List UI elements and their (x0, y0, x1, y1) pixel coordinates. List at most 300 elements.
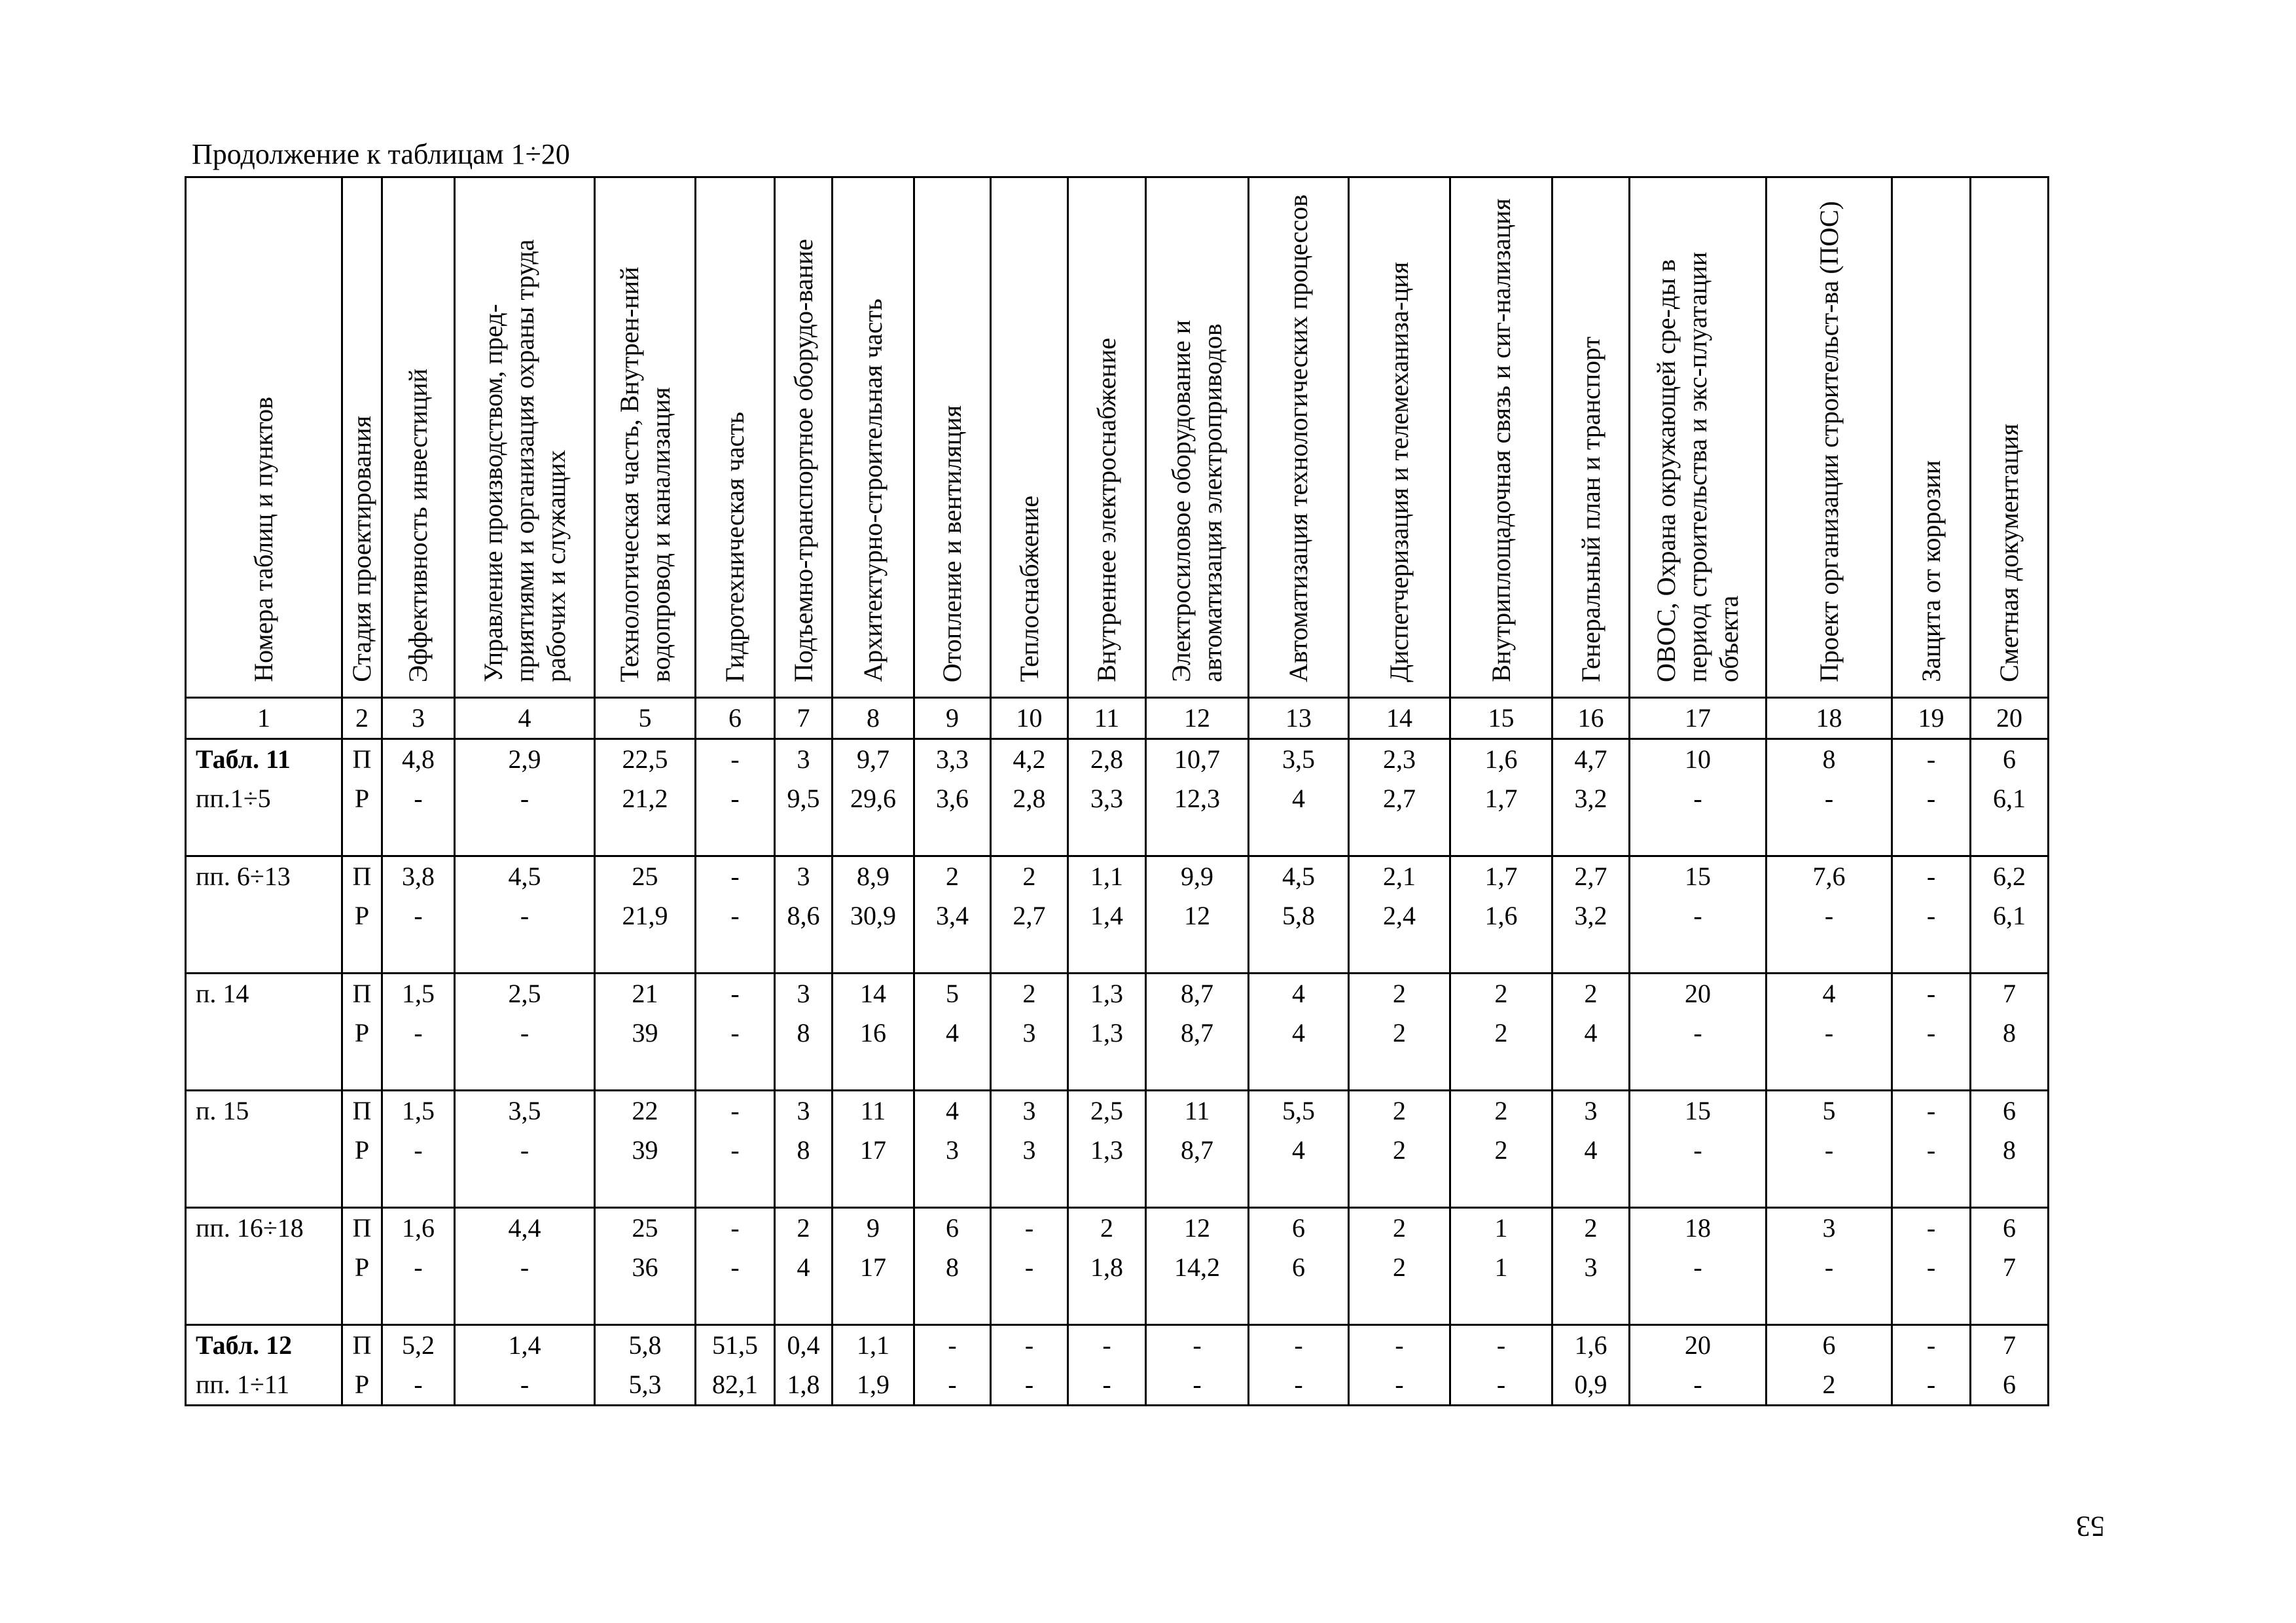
cell-value: - (1824, 1135, 1834, 1165)
table-cell (1552, 1208, 1630, 1325)
cell-value: 21 (632, 979, 658, 1008)
cell-value: 2 (1822, 1370, 1836, 1399)
cell-value: - (414, 1252, 423, 1282)
cell-value: 8 (2003, 1018, 2016, 1048)
column-header-1 (186, 177, 342, 698)
cell-value: 12 (1184, 901, 1210, 930)
cell-value: 2 (1393, 979, 1406, 1008)
cell-value: 15 (1685, 862, 1711, 891)
table-cell (1249, 974, 1349, 1091)
table-cell (1249, 1325, 1349, 1406)
column-header-20 (1971, 177, 2049, 698)
table-cell (914, 1325, 991, 1406)
cell-value: 4,5 (1282, 862, 1315, 891)
table-cell (914, 1091, 991, 1208)
table-cell (1552, 1091, 1630, 1208)
table-cell (1068, 1208, 1146, 1325)
cell-value: - (1102, 1330, 1111, 1360)
table-cell (991, 1208, 1068, 1325)
table-cell (833, 974, 914, 1091)
cell-value: 2,8 (1013, 784, 1046, 813)
table-cell (696, 1325, 775, 1406)
table-cell (1068, 1325, 1146, 1406)
row-label: пп. 16÷18 (196, 1213, 304, 1243)
table-row (186, 1325, 2049, 1406)
column-header-text: Подъемно-транспортное оборудо-вание (788, 238, 818, 682)
row-label-cell (186, 1325, 342, 1406)
table-cell (1146, 739, 1249, 856)
column-header-10 (991, 177, 1068, 698)
column-number-17: 17 (1630, 698, 1767, 739)
cell-value: 51,5 (712, 1330, 758, 1360)
table-cell (1146, 856, 1249, 974)
cell-value: 4 (1292, 784, 1305, 813)
cell-value: 25 (632, 1213, 658, 1243)
cell-value: 4,8 (402, 744, 435, 774)
cell-value: 2 (1393, 1252, 1406, 1282)
cell-value: 4,7 (1574, 744, 1607, 774)
cell-value: - (1496, 1370, 1506, 1399)
table-cell (1450, 974, 1552, 1091)
cell-value: 36 (632, 1252, 658, 1282)
cell-value: 2 (1022, 862, 1036, 891)
cell-value: 6 (2003, 1213, 2016, 1243)
cell-value: 29,6 (850, 784, 896, 813)
cell-value: 6 (946, 1213, 959, 1243)
column-header-13 (1249, 177, 1349, 698)
table-cell (1349, 974, 1450, 1091)
column-number-2: 2 (342, 698, 382, 739)
cell-value: 1 (1494, 1252, 1508, 1282)
table-cell (455, 739, 595, 856)
cell-value: 3 (946, 1135, 959, 1165)
table-cell (1552, 974, 1630, 1091)
table-row (186, 739, 2049, 856)
table-row (186, 856, 2049, 974)
cell-value: 3 (1022, 1096, 1036, 1125)
cell-value: 4 (1584, 1135, 1598, 1165)
cell-value: 9 (867, 1213, 880, 1243)
table-cell (833, 739, 914, 856)
cell-value: 3 (797, 862, 810, 891)
cell-value: - (1693, 901, 1702, 930)
cell-value: 9,7 (857, 744, 889, 774)
cell-value: 5,8 (1282, 901, 1315, 930)
cell-value: 6 (2003, 744, 2016, 774)
cell-value: - (1395, 1330, 1404, 1360)
table-cell (833, 1208, 914, 1325)
column-header-11 (1068, 177, 1146, 698)
cell-value: 2 (1393, 1213, 1406, 1243)
cell-value: - (414, 901, 423, 930)
cell-value: - (948, 1370, 957, 1399)
cell-value: 2 (1494, 1135, 1508, 1165)
table-cell (1249, 1091, 1349, 1208)
cell-value: 21,2 (622, 784, 668, 813)
table-cell (1892, 1208, 1971, 1325)
cell-value: 2 (797, 1213, 810, 1243)
table-cell (775, 856, 833, 974)
cell-value: - (1024, 1252, 1034, 1282)
cell-value: 21,9 (622, 901, 668, 930)
cell-value: 30,9 (850, 901, 896, 930)
column-header-2 (342, 177, 382, 698)
column-header-text: Защита от коррозии (1916, 460, 1946, 682)
table-caption: Продолжение к таблицам 1÷20 (192, 138, 570, 170)
column-header-9 (914, 177, 991, 698)
cell-value: 2,8 (1090, 744, 1123, 774)
table-cell (991, 1325, 1068, 1406)
cell-value: 4,4 (508, 1213, 541, 1243)
cell-value: 5 (1822, 1096, 1836, 1125)
table-cell (1767, 739, 1892, 856)
cell-value: 1,4 (1090, 901, 1123, 930)
row-sublabel: пп.1÷5 (196, 784, 271, 813)
table-cell (1971, 1325, 2049, 1406)
cell-value: 2,5 (508, 979, 541, 1008)
row-label: пп. 6÷13 (196, 862, 291, 891)
table-cell (1146, 1208, 1249, 1325)
cell-value: 6,1 (1993, 784, 2026, 813)
cell-value: 6 (2003, 1370, 2016, 1399)
cell-value: 1,6 (1484, 901, 1518, 930)
cell-value: Р (354, 1135, 370, 1165)
table-cell (342, 1325, 382, 1406)
cell-value: 82,1 (712, 1370, 758, 1399)
cell-value: - (1926, 1330, 1936, 1360)
cell-value: - (1496, 1330, 1506, 1360)
cell-value: - (1926, 744, 1936, 774)
cell-value: 8 (797, 1018, 810, 1048)
cell-value: 9,5 (787, 784, 820, 813)
table-cell (1552, 1325, 1630, 1406)
cell-value: 14 (860, 979, 886, 1008)
cell-value: 1,5 (402, 979, 435, 1008)
cell-value: 8 (946, 1252, 959, 1282)
column-number-18: 18 (1767, 698, 1892, 739)
cell-value: - (1824, 1252, 1834, 1282)
row-label-cell (186, 856, 342, 974)
column-number-14: 14 (1349, 698, 1450, 739)
table-cell (1630, 1208, 1767, 1325)
cell-value: 3 (1022, 1135, 1036, 1165)
table-cell (833, 1325, 914, 1406)
row-sublabel (196, 1131, 341, 1170)
table-cell (1971, 856, 2049, 974)
cell-value: 8,7 (1181, 1018, 1213, 1048)
cell-value: 1,6 (402, 1213, 435, 1243)
column-header-text: Управление производством, пред-приятиями и организация охраны труда рабочих и служащих (478, 239, 571, 682)
row-sublabel (196, 1013, 341, 1053)
column-number-16: 16 (1552, 698, 1630, 739)
cell-value: - (730, 1096, 740, 1125)
cell-value: 1,3 (1090, 979, 1123, 1008)
column-header-text: Теплоснабжение (1014, 496, 1044, 682)
table-cell (595, 1091, 696, 1208)
table-cell (1068, 739, 1146, 856)
cell-value: 8,6 (787, 901, 820, 930)
table-cell (1892, 1091, 1971, 1208)
cell-value: П (352, 744, 372, 774)
row-sublabel (196, 1248, 341, 1287)
cell-value: 1,1 (857, 1330, 889, 1360)
table-cell (1349, 1091, 1450, 1208)
cell-value: - (730, 784, 740, 813)
table-cell (914, 974, 991, 1091)
column-header-19 (1892, 177, 1971, 698)
table-cell (1630, 739, 1767, 856)
table-cell (1767, 1208, 1892, 1325)
cell-value: - (414, 1018, 423, 1048)
column-header-5 (595, 177, 696, 698)
cell-value: - (1926, 784, 1936, 813)
table-cell (382, 1208, 455, 1325)
cell-value: - (1024, 1213, 1034, 1243)
table-cell (914, 739, 991, 856)
cell-value: П (352, 1213, 372, 1243)
cell-value: - (730, 1252, 740, 1282)
table-cell (696, 856, 775, 974)
row-label: п. 15 (196, 1096, 249, 1125)
cell-value: - (1395, 1370, 1404, 1399)
cell-value: 12,3 (1174, 784, 1220, 813)
column-header-6 (696, 177, 775, 698)
cell-value: 11 (860, 1096, 886, 1125)
cell-value: 3,3 (1090, 784, 1123, 813)
table-cell (1892, 856, 1971, 974)
cell-value: 2 (1584, 979, 1598, 1008)
table-cell (775, 974, 833, 1091)
cell-value: 2 (1584, 1213, 1598, 1243)
table-cell (775, 739, 833, 856)
table-cell (1552, 739, 1630, 856)
table-cell (1630, 1325, 1767, 1406)
cell-value: 2,3 (1383, 744, 1416, 774)
cell-value: 2 (1494, 1096, 1508, 1125)
cell-value: - (1024, 1370, 1034, 1399)
cell-value: П (352, 979, 372, 1008)
cell-value: 4 (1292, 979, 1305, 1008)
table-cell (991, 974, 1068, 1091)
cell-value: - (1926, 901, 1936, 930)
cell-value: 6 (1822, 1330, 1836, 1360)
table-cell (595, 974, 696, 1091)
table-cell (833, 856, 914, 974)
row-sublabel: пп. 1÷11 (196, 1370, 290, 1399)
table-cell (455, 1325, 595, 1406)
cell-value: Р (354, 1252, 370, 1282)
cell-value: - (1102, 1370, 1111, 1399)
cell-value: 1,3 (1090, 1018, 1123, 1048)
cell-value: 5 (946, 979, 959, 1008)
cell-value: 1,1 (1090, 862, 1123, 891)
table-cell (991, 1091, 1068, 1208)
cell-value: 1,7 (1484, 862, 1518, 891)
cell-value: - (1926, 1135, 1936, 1165)
cell-value: 3,6 (936, 784, 969, 813)
table-cell (1450, 856, 1552, 974)
cell-value: 7 (2003, 1330, 2016, 1360)
column-header-3 (382, 177, 455, 698)
table-cell (1146, 1325, 1249, 1406)
column-number-row (186, 698, 2049, 739)
cell-value: 4 (946, 1096, 959, 1125)
cell-value: 7,6 (1812, 862, 1846, 891)
cell-value: - (1193, 1330, 1202, 1360)
table-cell (1892, 1325, 1971, 1406)
cell-value: 39 (632, 1018, 658, 1048)
table-cell (1068, 974, 1146, 1091)
cell-value: - (1693, 1370, 1702, 1399)
cell-value: - (1926, 1018, 1936, 1048)
cell-value: - (1824, 901, 1834, 930)
column-number-19: 19 (1892, 698, 1971, 739)
table-cell (1971, 974, 2049, 1091)
cell-value: 1 (1494, 1213, 1508, 1243)
cell-value: 2 (1393, 1096, 1406, 1125)
cell-value: 20 (1685, 979, 1711, 1008)
cell-value: - (1926, 1096, 1936, 1125)
cell-value: 2 (1100, 1213, 1113, 1243)
table-cell (342, 1091, 382, 1208)
cell-value: 3,4 (936, 901, 969, 930)
cell-value: 22,5 (622, 744, 668, 774)
column-number-8: 8 (833, 698, 914, 739)
table-row (186, 1091, 2049, 1208)
row-label: Табл. 11 (196, 744, 291, 774)
cell-value: 1,6 (1484, 744, 1518, 774)
table-cell (775, 1091, 833, 1208)
cell-value: Р (354, 784, 370, 813)
cell-value: 2,7 (1383, 784, 1416, 813)
table-cell (455, 974, 595, 1091)
cell-value: 10,7 (1174, 744, 1220, 774)
cell-value: 3 (797, 744, 810, 774)
table-cell (1249, 856, 1349, 974)
table-cell (595, 1325, 696, 1406)
cell-value: 14,2 (1174, 1252, 1220, 1282)
row-label-cell (186, 1091, 342, 1208)
cell-value: 8 (797, 1135, 810, 1165)
table-cell (991, 739, 1068, 856)
cell-value: 1,9 (857, 1370, 889, 1399)
table-cell (991, 856, 1068, 974)
cell-value: 3,5 (1282, 744, 1315, 774)
table-cell (1971, 1091, 2049, 1208)
column-number-6: 6 (696, 698, 775, 739)
cell-value: - (1926, 1213, 1936, 1243)
column-header-16 (1552, 177, 1630, 698)
cell-value: - (948, 1330, 957, 1360)
cell-value: 4 (1584, 1018, 1598, 1048)
table-cell (1349, 1325, 1450, 1406)
cell-value: 3 (797, 1096, 810, 1125)
table-cell (1971, 1208, 2049, 1325)
cell-value: 4,5 (508, 862, 541, 891)
cell-value: 1,8 (1090, 1252, 1123, 1282)
cell-value: 3 (1022, 1018, 1036, 1048)
table-cell (342, 974, 382, 1091)
table-cell (1892, 974, 1971, 1091)
table-cell (455, 856, 595, 974)
row-label-cell (186, 974, 342, 1091)
cell-value: 7 (2003, 1252, 2016, 1282)
cell-value: - (730, 744, 740, 774)
cell-value: П (352, 1330, 372, 1360)
table-cell (1767, 974, 1892, 1091)
table-cell (1249, 739, 1349, 856)
column-header-text: Эффективность инвестиций (403, 368, 433, 682)
cell-value: - (1926, 979, 1936, 1008)
cell-value: 2 (1494, 1018, 1508, 1048)
table-cell (595, 739, 696, 856)
column-header-text: Номера таблиц и пунктов (249, 397, 278, 682)
cell-value: 12 (1184, 1213, 1210, 1243)
column-header-text: Гидротехническая часть (720, 411, 749, 682)
column-header-text: Отопление и вентиляция (937, 405, 967, 682)
cell-value: 22 (632, 1096, 658, 1125)
cell-value: 3,3 (936, 744, 969, 774)
column-number-9: 9 (914, 698, 991, 739)
table-cell (1349, 739, 1450, 856)
cell-value: 2 (1022, 979, 1036, 1008)
column-number-3: 3 (382, 698, 455, 739)
column-header-text: Проект организации строительст-ва (ПОС) (1814, 200, 1844, 682)
cell-value: 8 (2003, 1135, 2016, 1165)
cell-value: - (520, 1252, 529, 1282)
cell-value: - (520, 784, 529, 813)
row-label: п. 14 (196, 979, 249, 1008)
table-cell (1450, 1091, 1552, 1208)
row-label-cell (186, 739, 342, 856)
table-cell (342, 739, 382, 856)
cell-value: - (520, 1135, 529, 1165)
cell-value: 3 (1584, 1096, 1598, 1125)
column-number-15: 15 (1450, 698, 1552, 739)
cell-value: - (520, 1018, 529, 1048)
cell-value: - (1824, 784, 1834, 813)
cell-value: 2 (1393, 1135, 1406, 1165)
table-cell (382, 739, 455, 856)
cell-value: 17 (860, 1252, 886, 1282)
column-header-14 (1349, 177, 1450, 698)
cell-value: 1,5 (402, 1096, 435, 1125)
cell-value: 8,9 (857, 862, 889, 891)
table-cell (1068, 856, 1146, 974)
cell-value: - (730, 1213, 740, 1243)
cell-value: Р (354, 1370, 370, 1399)
column-header-12 (1146, 177, 1249, 698)
cell-value: 2,4 (1383, 901, 1416, 930)
column-header-8 (833, 177, 914, 698)
cell-value: 4 (1822, 979, 1836, 1008)
table-cell (382, 974, 455, 1091)
table-cell (1767, 1325, 1892, 1406)
column-header-text: Архитектурно-строительная часть (858, 299, 888, 682)
table-cell (1146, 1091, 1249, 1208)
table-cell (1767, 856, 1892, 974)
column-header-7 (775, 177, 833, 698)
cell-value: 3,8 (402, 862, 435, 891)
table-cell (1349, 1208, 1450, 1325)
cell-value: Р (354, 1018, 370, 1048)
column-number-4: 4 (455, 698, 595, 739)
cell-value: 5,5 (1282, 1096, 1315, 1125)
row-label-cell (186, 1208, 342, 1325)
table-cell (1971, 739, 2049, 856)
column-number-10: 10 (991, 698, 1068, 739)
column-header-18 (1767, 177, 1892, 698)
